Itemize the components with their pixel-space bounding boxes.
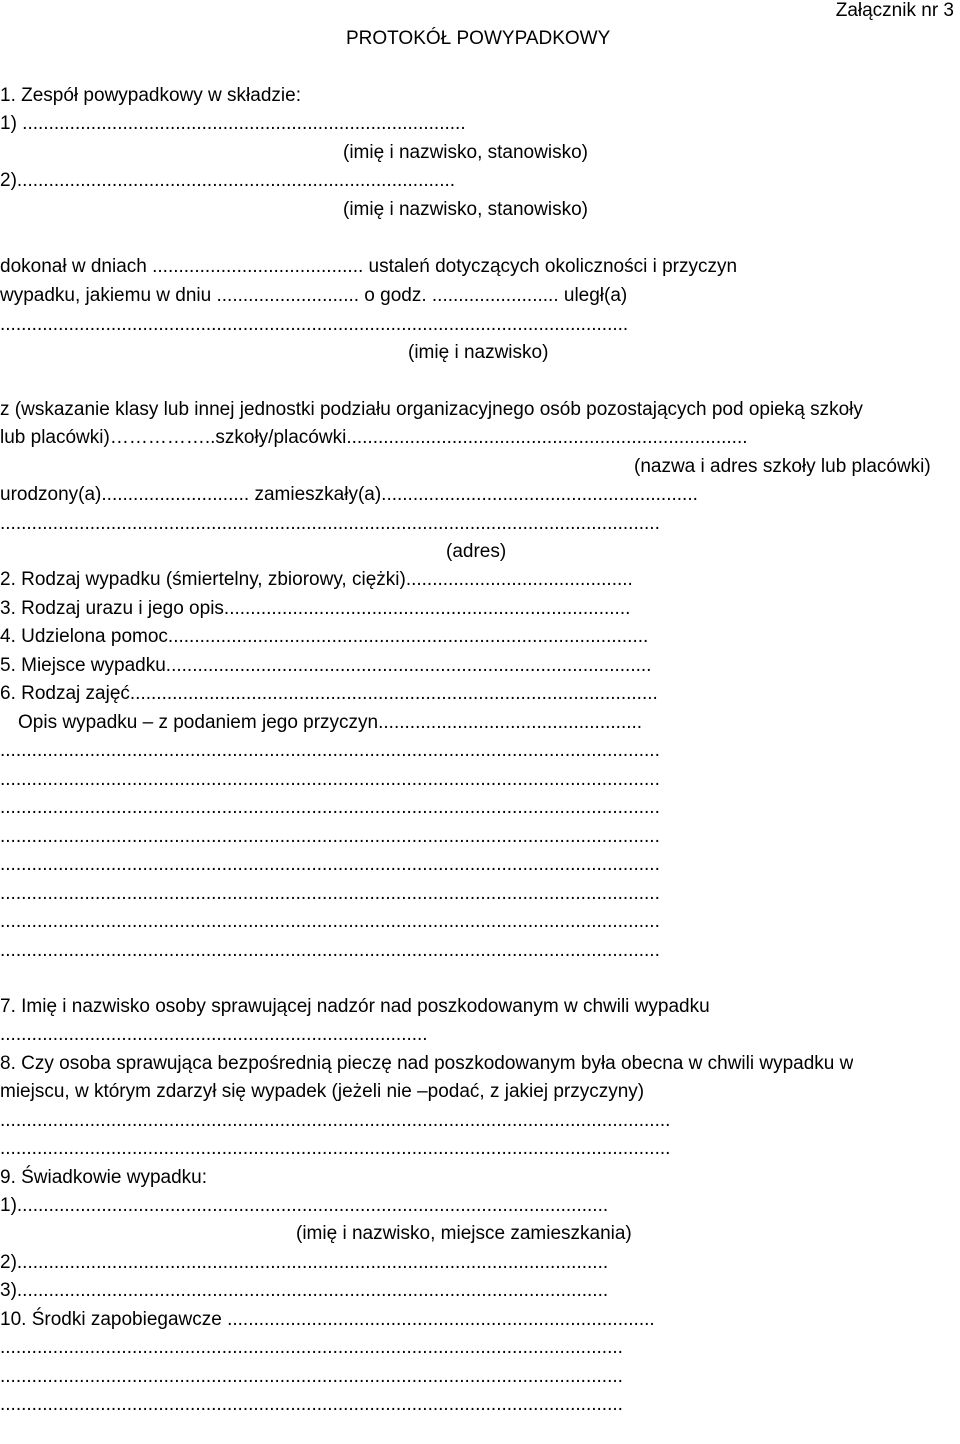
description-line: .............................................................................................................................	[0, 740, 660, 761]
preventive-measures-line: ......................................................................................................................	[0, 1394, 623, 1415]
witnesses-heading: 9. Świadkowie wypadku:	[0, 1167, 207, 1188]
address-caption: (adres)	[446, 541, 507, 562]
description-line: .............................................................................................................................	[0, 826, 660, 847]
team-member-1-line: 1) ....................................................................................	[0, 113, 466, 134]
witness-3-line: 3)................................................................................................................	[0, 1280, 609, 1301]
custody-heading-2: miejscu, w którym zdarzył się wypadek (jeżeli nie –podać, z jakiej przyczyny)	[0, 1081, 645, 1102]
birth-residence-line: urodzony(a)............................ zamieszkały(a)............................................................	[0, 484, 698, 505]
preventive-measures-line: ......................................................................................................................	[0, 1337, 623, 1358]
school-caption: (nazwa i adres szkoły lub placówki)	[634, 456, 931, 477]
description-line: .............................................................................................................................	[0, 883, 660, 904]
description-line: .............................................................................................................................	[0, 940, 660, 961]
team-member-1-caption: (imię i nazwisko, stanowisko)	[343, 142, 588, 163]
description-heading: Opis wypadku – z podaniem jego przyczyn..................................................	[18, 712, 643, 733]
description-line: .............................................................................................................................	[0, 911, 660, 932]
annex-label: Załącznik nr 3	[835, 0, 954, 21]
activity-type-line: 6. Rodzaj zajęć....................................................................................................	[0, 683, 658, 704]
witness-1-caption: (imię i nazwisko, miejsce zamieszkania)	[296, 1223, 632, 1244]
description-line: .............................................................................................................................	[0, 769, 660, 790]
team-member-2-caption: (imię i nazwisko, stanowisko)	[343, 199, 588, 220]
document-title: PROTOKÓŁ POWYPADKOWY	[346, 28, 611, 49]
victim-name-caption: (imię i nazwisko)	[408, 342, 549, 363]
custody-heading-1: 8. Czy osoba sprawująca bezpośrednią pieczę nad poszkodowanym była obecna w chwili wypadku w	[0, 1053, 854, 1074]
preventive-measures-line: ......................................................................................................................	[0, 1366, 623, 1387]
supervisor-heading: 7. Imię i nazwisko osoby sprawującej nadzór nad poszkodowanym w chwili wypadku	[0, 996, 710, 1017]
witness-1-line: 1)................................................................................................................	[0, 1195, 609, 1216]
school-line: lub placówki)……………..szkoły/placówki............................................................................	[0, 427, 748, 448]
accident-date-line: wypadku, jakiemu w dniu ........................... o godz. ........................ uległ(a)	[0, 285, 628, 306]
address-line: .............................................................................................................................	[0, 513, 660, 534]
preventive-measures-heading: 10. Środki zapobiegawcze .................................................................................	[0, 1309, 655, 1330]
class-unit-line: z (wskazanie klasy lub innej jednostki podziału organizacyjnego osób pozostających pod opieką szkoły	[0, 399, 863, 420]
custody-line: ...............................................................................................................................	[0, 1110, 671, 1131]
victim-name-line: .......................................................................................................................	[0, 314, 629, 335]
assistance-line: 4. Udzielona pomoc...........................................................................................	[0, 626, 649, 647]
accident-type-line: 2. Rodzaj wypadku (śmiertelny, zbiorowy, ciężki)...........................................	[0, 569, 633, 590]
description-line: .............................................................................................................................	[0, 854, 660, 875]
place-line: 5. Miejsce wypadku............................................................................................	[0, 655, 652, 676]
team-heading: 1. Zespół powypadkowy w składzie:	[0, 85, 301, 106]
injury-type-line: 3. Rodzaj urazu i jego opis.............................................................................	[0, 598, 631, 619]
team-member-2-line: 2)...................................................................................	[0, 170, 456, 191]
witness-2-line: 2)................................................................................................................	[0, 1252, 609, 1273]
description-line: .............................................................................................................................	[0, 797, 660, 818]
dates-line: dokonał w dniach ........................................ ustaleń dotyczących okoliczności i przyczyn	[0, 256, 738, 277]
supervisor-line: .................................................................................	[0, 1024, 428, 1045]
custody-line: ...............................................................................................................................	[0, 1138, 671, 1159]
